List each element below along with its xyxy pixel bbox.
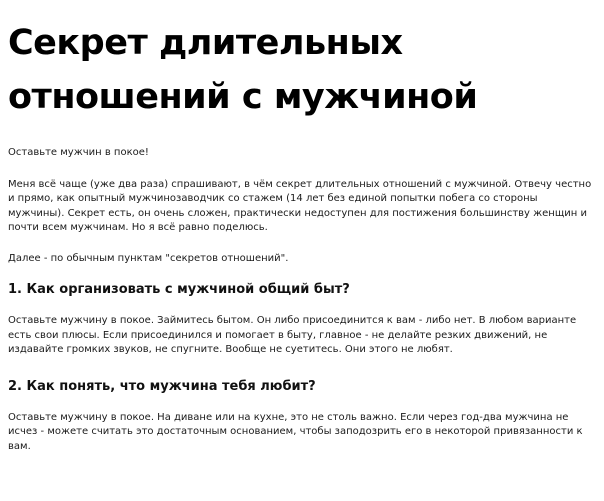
next-paragraph: Далее - по обычным пунктам "секретов отношений". bbox=[8, 252, 289, 264]
title-line-1: Секрет длительных bbox=[8, 23, 403, 63]
section-2-heading: 2. Как понять, что мужчина тебя любит? bbox=[8, 378, 316, 394]
article-title bbox=[8, 16, 596, 124]
intro-paragraph: Оставьте мужчин в покое! bbox=[8, 147, 149, 158]
section-1-text: Оставьте мужчину в покое. Займитесь бытом. Он либо присоединится к вам - либо нет. В любом варианте есть свои плюсы. Если присоединился и помогает в быту, главное - не делайте резких движений, не издавайте громких звуков, не спугните. Вообще не суетитесь. Они этого не любят. bbox=[8, 315, 577, 355]
section-1-heading: 1. Как организовать с мужчиной общий быт? bbox=[8, 282, 350, 297]
body-paragraph: Меня всё чаще (уже два раза) спрашивают, в чём секрет длительных отношений с мужчиной. Отвечу честно и прямо, как опытный мужчинозаводчик со стажем (14 лет без единой попытки побега со стороны мужчины). Секрет есть, он очень сложен, практически недоступен для постижения большинству женщин и почти всем мужчинам. Но я всё равно поделюсь. bbox=[8, 178, 592, 233]
section-2-text: Оставьте мужчину в покое. На диване или на кухне, это не столь важно. Если через год-два мужчина не исчез - можете считать это достаточным основанием, чтобы заподозрить его в некоторой привязанности к вам. bbox=[8, 411, 583, 452]
title-line-2: отношений с мужчиной bbox=[8, 77, 478, 117]
